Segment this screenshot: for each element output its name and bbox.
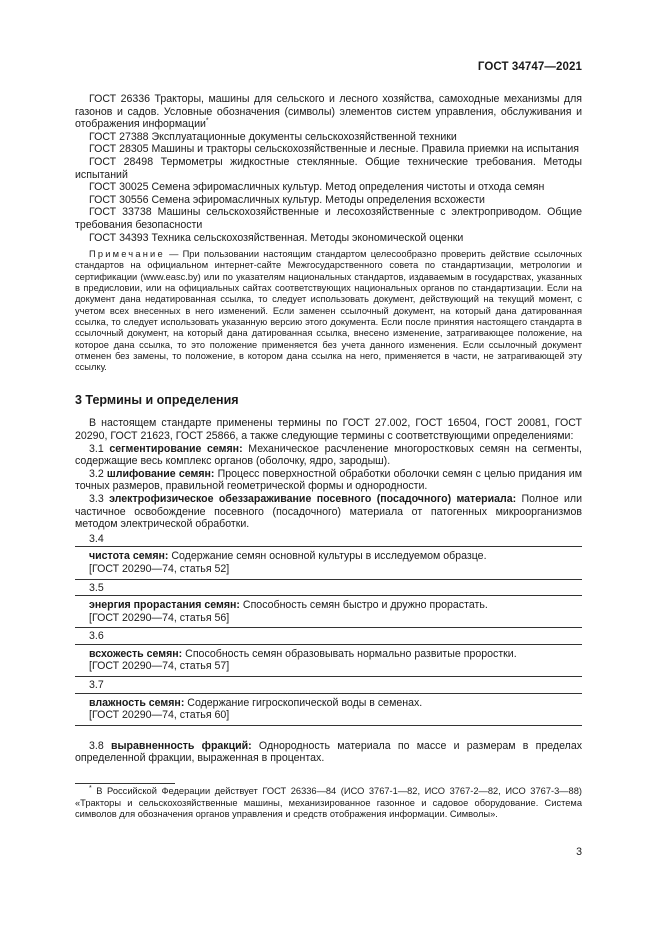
reference-item: ГОСТ 28305 Машины и тракторы сельскохозяйственные и лесные. Правила приемки на испытания: [89, 143, 580, 156]
term-3-3: 3.3 электрофизическое обеззараживание посевного (посадочного) материала: Полное или частичное освобождение посевного (посадочного) материала от патогенных микроорганизмов методом электрической обработки.: [75, 492, 582, 531]
reference-item: ГОСТ 30556 Семена эфиромасличных культур. Методы определения всхожести: [89, 193, 485, 206]
term-number: 3.7: [89, 679, 104, 692]
term-number: 3.5: [89, 581, 104, 594]
section-intro: В настоящем стандарте применены термины по ГОСТ 27.002, ГОСТ 16504, ГОСТ 20081, ГОСТ 20290, ГОСТ 21623, ГОСТ 25866, а также следующие термины с соответствующими определениями:: [75, 417, 582, 442]
term-source: [ГОСТ 20290—74, статья 56]: [89, 611, 230, 624]
reference-item: ГОСТ 30025 Семена эфиромасличных культур. Метод определения чистоты и отхода семян: [89, 181, 545, 194]
reference-item: ГОСТ 33738 Машины сельскохозяйственные и лесохозяйственные с электроприводом. Общие требования безопасности: [75, 206, 582, 231]
term-box-3-4: чистота семян: Содержание семян основной культуры в исследуемом образце. [ГОСТ 20290—74, статья 52]: [75, 546, 582, 579]
reference-item: ГОСТ 34393 Техника сельскохозяйственная. Методы экономической оценки: [89, 231, 464, 244]
term-3-1: 3.1 сегментирование семян: Механическое расчленение многоростковых семян на сегменты, содержащие весь комплекс органов (оболочку, ядро, зародыш).: [75, 442, 582, 468]
reference-item: ГОСТ 28498 Термометры жидкостные стеклянные. Общие технические требования. Методы испытаний: [75, 155, 582, 181]
page-header-doc-code: ГОСТ 34747—2021: [477, 61, 582, 73]
term-box-3-6: всхожесть семян: Способность семян образовывать нормально развитые проростки. [ГОСТ 20290—74, статья 57]: [75, 644, 582, 677]
term-source: [ГОСТ 20290—74, статья 57]: [89, 660, 230, 673]
term-box-3-7: влажность семян: Содержание гигроскопической воды в семенах. [ГОСТ 20290—74, статья 60]: [75, 693, 582, 726]
page-number: 3: [576, 846, 582, 858]
footnote-marker: *: [205, 117, 209, 125]
footnote-marker: *: [89, 784, 92, 792]
reference-item: ГОСТ 26336 Тракторы, машины для сельского и лесного хозяйства, самоходные механизмы для газонов и садов. Условные обозначения (символы) элементов систем управления, обслуживания и отображения информации*: [75, 93, 582, 131]
references-list: [75, 93, 582, 244]
note-label: Примечание: [89, 249, 165, 260]
footnote-separator: [75, 783, 175, 784]
reference-item: ГОСТ 27388 Эксплуатационные документы сельскохозяйственной техники: [89, 130, 457, 143]
note-paragraph: [75, 249, 582, 373]
term-box-3-5: энергия прорастания семян: Способность семян быстро и дружно прорастать. [ГОСТ 20290—74, статья 56]: [75, 595, 582, 628]
footnote: [75, 786, 582, 821]
page-content: [75, 93, 582, 821]
term-number: 3.4: [89, 532, 104, 545]
term-3-8: 3.8 выравненность фракций: Однородность материала по массе и размерам в пределах определенной фракции, выраженная в процентах.: [75, 739, 583, 765]
term-number: 3.6: [89, 630, 104, 643]
section-title: 3 Термины и определения: [75, 393, 239, 408]
footnote-text: В Российской Федерации действует ГОСТ 26336—84 (ИСО 3767-1—82, ИСО 3767-2—82, ИСО 3767-3—88) «Тракторы и сельскохозяйственные машины, механизированное газонное и садовое оборудование. Система символов для обозначения органов управления и средств отображения информации. Символы».: [75, 786, 582, 820]
term-source: [ГОСТ 20290—74, статья 52]: [89, 562, 230, 575]
note-text: — При пользовании настоящим стандартом целесообразно проверить действие ссылочных стандартов на официальном интернет-сайте Межгосударственного совета по стандартизации, метрологии и сертификации (www.easc.by) или по указателям национальных стандартов, издаваемым в государствах, указанных в предисловии, или на официальных сайтах соответствующих национальных органов по стандартизации. Если на документ дана недатированная ссылка, то следует использовать документ, действующий на текущий момент, с учетом всех внесенных в него изменений. Если заменен ссылочный документ, на который дана датированная ссылка, то следует использовать указанную версию этого документа. Если после принятия настоящего стандарта в ссылочный документ, на который дана датированная ссылка, внесено изменение, затрагивающее положение, на которое дана ссылка, то это положение применяется без учета данного изменения. Если ссылочный документ отменен без замены, то положение, в котором дана ссылка на него, применяется в части, не затрагивающей эту ссылку.: [75, 249, 582, 373]
term-source: [ГОСТ 20290—74, статья 60]: [89, 709, 230, 722]
term-3-2: 3.2 шлифование семян: Процесс поверхностной обработки оболочки семян с целью придания им точных размеров, правильной геометрической формы и однородности.: [75, 467, 582, 493]
